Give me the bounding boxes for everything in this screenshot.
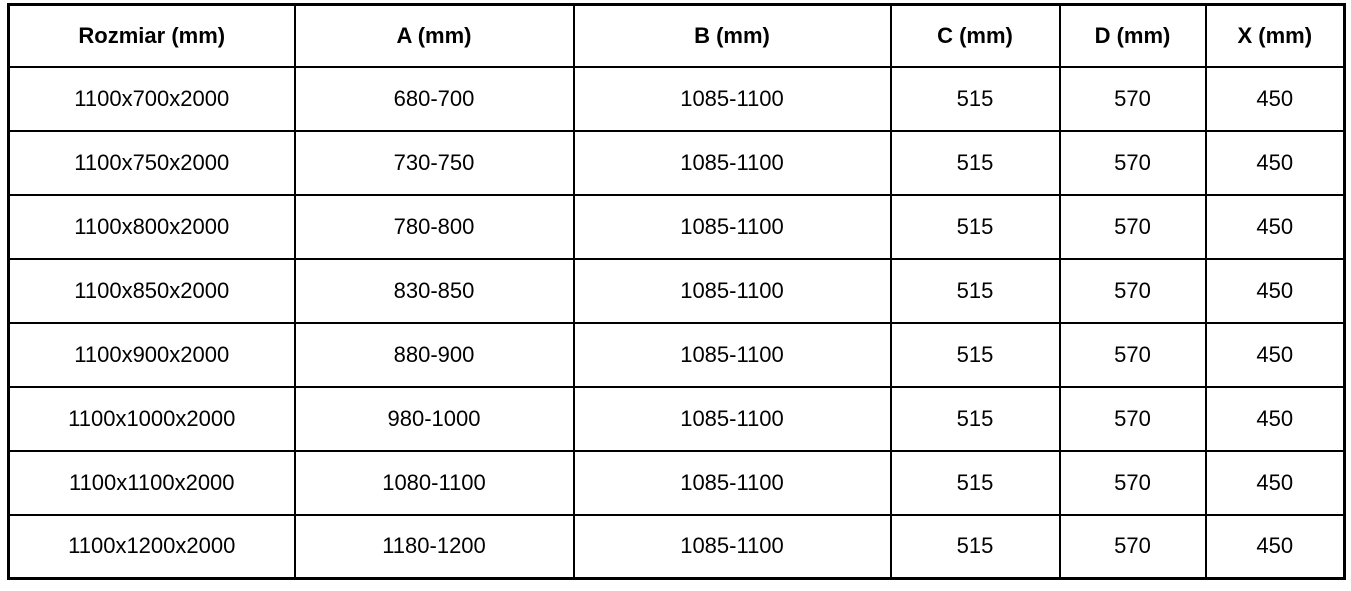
table-cell: 1080-1100 [295,451,574,515]
table-cell: 515 [891,259,1060,323]
table-cell: 570 [1060,259,1206,323]
table-cell: 570 [1060,195,1206,259]
table-cell: 570 [1060,131,1206,195]
table-cell: 880-900 [295,323,574,387]
table-cell: 1085-1100 [574,451,891,515]
table-cell: 570 [1060,515,1206,579]
table-cell: 1100x700x2000 [9,67,295,131]
table-row [9,195,1345,259]
table-cell: 780-800 [295,195,574,259]
table-cell: 1085-1100 [574,131,891,195]
table-body [9,67,1345,579]
table-cell: 570 [1060,451,1206,515]
table-row [9,131,1345,195]
table-cell: 450 [1206,515,1345,579]
table-row [9,259,1345,323]
table-cell: 570 [1060,387,1206,451]
table-cell: 515 [891,323,1060,387]
table-cell: 1085-1100 [574,323,891,387]
table-row [9,451,1345,515]
table-cell: 980-1000 [295,387,574,451]
table-cell: 1085-1100 [574,195,891,259]
table-cell: 1085-1100 [574,259,891,323]
table-cell: 515 [891,451,1060,515]
table-row [9,515,1345,579]
table-cell: 1100x900x2000 [9,323,295,387]
table-cell: 1100x1000x2000 [9,387,295,451]
table-cell: 570 [1060,323,1206,387]
table-cell: 1100x850x2000 [9,259,295,323]
table-cell: 515 [891,515,1060,579]
table-cell: 450 [1206,67,1345,131]
table-row [9,387,1345,451]
column-header: A (mm) [295,5,574,67]
size-table [7,3,1346,580]
header-row [9,5,1345,67]
table-cell: 450 [1206,451,1345,515]
table-cell: 1180-1200 [295,515,574,579]
table-cell: 450 [1206,131,1345,195]
table-cell: 680-700 [295,67,574,131]
table-cell: 450 [1206,195,1345,259]
table-cell: 1100x750x2000 [9,131,295,195]
table-cell: 515 [891,131,1060,195]
table-cell: 515 [891,67,1060,131]
table-cell: 515 [891,195,1060,259]
table-cell: 1100x1100x2000 [9,451,295,515]
table-cell: 515 [891,387,1060,451]
column-header: X (mm) [1206,5,1345,67]
table-cell: 1100x1200x2000 [9,515,295,579]
size-table-container [7,3,1343,579]
column-header: Rozmiar (mm) [9,5,295,67]
column-header: C (mm) [891,5,1060,67]
table-cell: 730-750 [295,131,574,195]
table-cell: 570 [1060,67,1206,131]
table-cell: 450 [1206,259,1345,323]
table-cell: 830-850 [295,259,574,323]
table-cell: 1085-1100 [574,67,891,131]
column-header: D (mm) [1060,5,1206,67]
table-cell: 450 [1206,323,1345,387]
table-header [9,5,1345,67]
table-cell: 1100x800x2000 [9,195,295,259]
table-cell: 1085-1100 [574,515,891,579]
table-cell: 450 [1206,387,1345,451]
table-cell: 1085-1100 [574,387,891,451]
column-header: B (mm) [574,5,891,67]
table-row [9,67,1345,131]
table-row [9,323,1345,387]
